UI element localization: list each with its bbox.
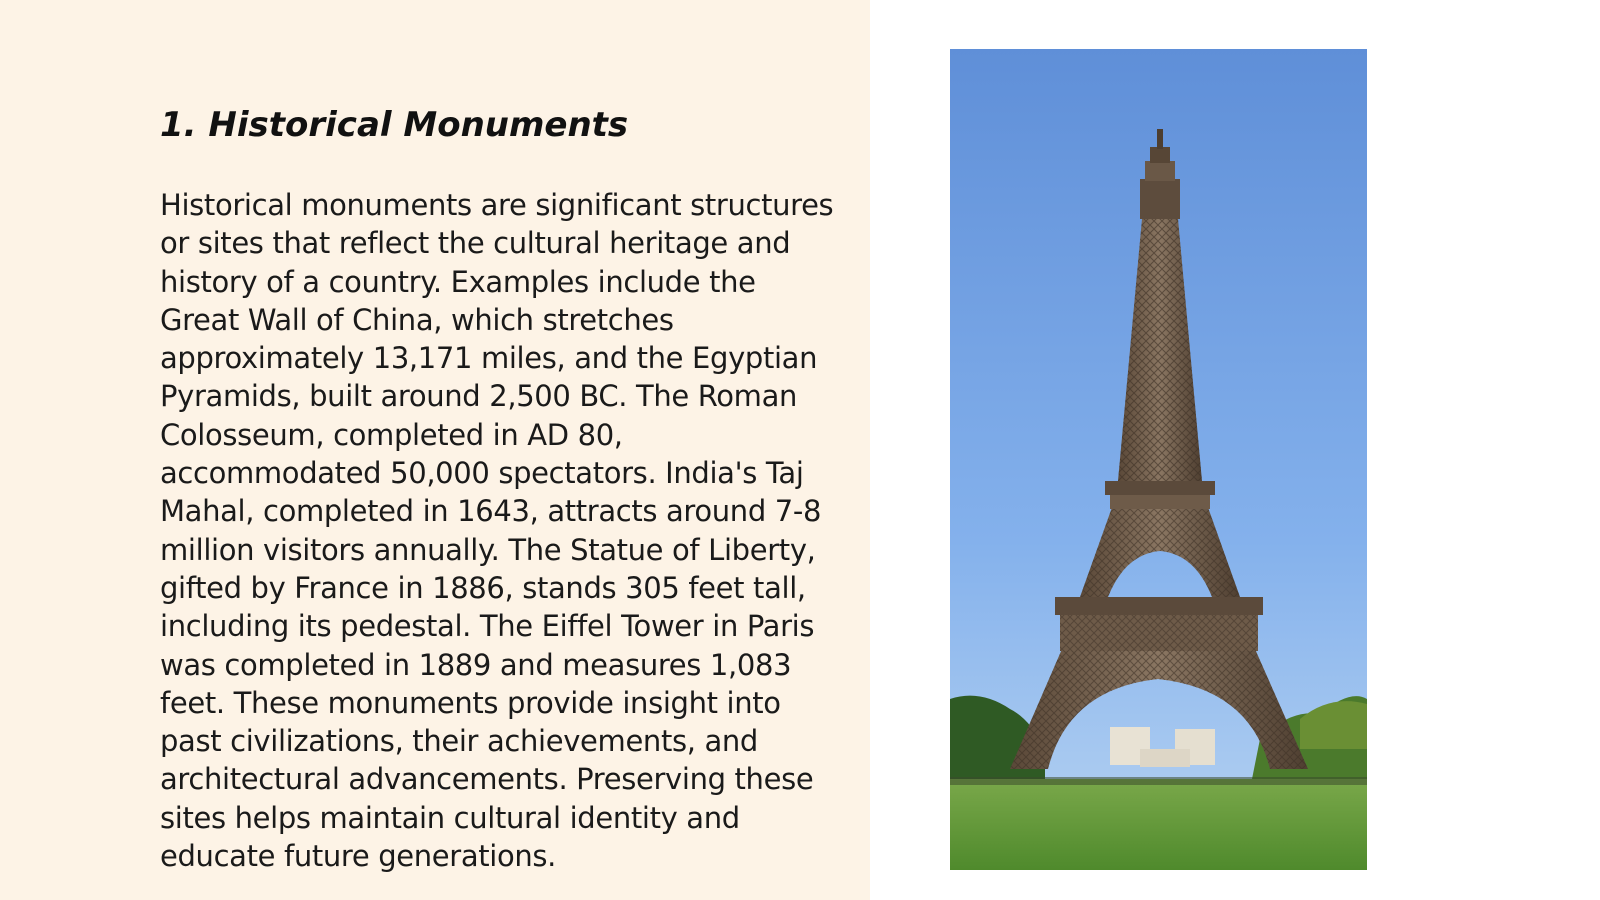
grass <box>950 779 1367 870</box>
eiffel-tower-photo <box>950 49 1367 870</box>
tower-first-platform <box>1055 597 1263 615</box>
tower-top <box>1140 179 1180 219</box>
tower-second-platform <box>1105 481 1215 495</box>
tower-antenna <box>1157 129 1163 149</box>
slide-heading: 1. Historical Monuments <box>160 105 629 145</box>
slide-body-text: Historical monuments are significant structures or sites that reflect the cultural heritage and history of a country. Examples include the Great Wall of China, which stretches approximately 13,171 miles, and the Egyptian Pyramids, built around 2,500 BC. The Roman Colosseum, completed in AD 80, accommodated 50,000 spectators. India's Taj Mahal, completed in 1643, attracts around 7-8 million visitors annually. The Statue of Liberty, gifted by France in 1886, stands 305 feet tall, including its pedestal. The Eiffel Tower in Paris was completed in 1889 and measures 1,083 feet. These monuments provide insight into past civilizations, their achievements, and architectural advancements. Preserving these sites helps maintain cultural identity and educate future generations. <box>160 188 834 874</box>
